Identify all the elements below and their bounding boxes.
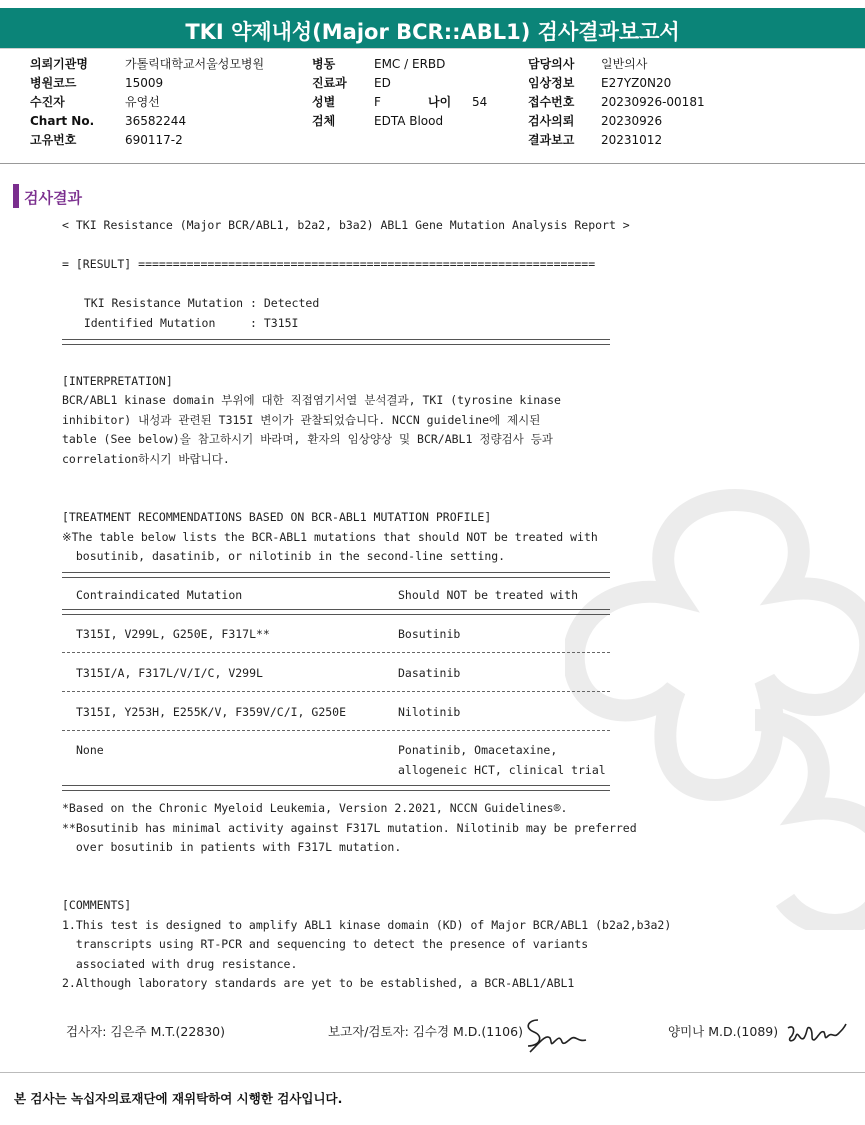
header-col-1 — [30, 55, 264, 150]
value-report-date: 20231012 — [601, 133, 663, 147]
double-rule — [62, 339, 610, 345]
value-requesting-institution: 가톨릭대학교서울성모병원 — [125, 57, 265, 71]
table-header-mutation: Contraindicated Mutation — [76, 588, 243, 602]
report-title-bar — [0, 8, 865, 48]
single-rule — [62, 652, 610, 653]
table-cell-drug: Bosutinib — [398, 627, 461, 641]
double-rule — [62, 609, 610, 615]
double-rule — [62, 785, 610, 791]
value-unique-id: 690117-2 — [125, 133, 183, 147]
treatment-label: [TREATMENT RECOMMENDATIONS BASED ON BCR-ABL1 MUTATION PROFILE] — [62, 510, 492, 524]
header-bottom-rule — [0, 163, 865, 164]
treatment-note: ※The table below lists the BCR-ABL1 mutations that should NOT be treated with — [62, 530, 598, 544]
double-rule — [62, 572, 610, 578]
table-cell-mutation: None — [76, 743, 104, 757]
interpretation-line: inhibitor) 내성과 관련된 T315I 변이가 관찰되었습니다. NCCN guideline에 제시된 — [62, 413, 541, 427]
value-sex: F — [374, 95, 381, 109]
label-clinical-info: 임상정보 — [528, 76, 575, 90]
table-cell-mutation: T315I, Y253H, E255K/V, F359V/C/I, G250E — [76, 705, 347, 719]
interpretation-label: [INTERPRETATION] — [62, 374, 173, 388]
label-receipt-no: 접수번호 — [528, 95, 575, 109]
comment-line: 1.This test is designed to amplify ABL1 kinase domain (KD) of Major BCR/ABL1 (b2a2,b3a2) — [62, 918, 672, 932]
tester-signature-label: 검사자: 김은주 M.T.(22830) — [66, 1024, 226, 1039]
interpretation-line: table (See below)을 참고하시기 바라며, 환자의 임상양상 및 BCR/ABL1 정량검사 등과 — [62, 432, 553, 446]
label-chart-no: Chart No. — [30, 114, 95, 128]
treatment-note: bosutinib, dasatinib, or nilotinib in the second-line setting. — [62, 549, 506, 563]
label-requesting-institution: 의뢰기관명 — [30, 57, 88, 71]
watermark-cross-logo — [565, 470, 865, 930]
value-chart-no: 36582244 — [125, 114, 187, 128]
result-line-mutation: Identified Mutation : T315I — [70, 316, 299, 330]
value-patient: 유영선 — [125, 95, 160, 109]
label-specimen: 검체 — [312, 114, 336, 128]
value-hospital-code: 15009 — [125, 76, 164, 90]
interpretation-line: BCR/ABL1 kinase domain 부위에 대한 직접염기서열 분석결과, TKI (tyrosine kinase — [62, 393, 561, 407]
header-col-3 — [528, 55, 705, 150]
footer-rule — [0, 1072, 865, 1073]
result-label: = [RESULT] ================================================================== — [62, 257, 596, 271]
value-clinical-info: E27YZ0N20 — [601, 76, 672, 90]
footnote: **Bosutinib has minimal activity against F317L mutation. Nilotinib may be preferred — [62, 821, 637, 835]
label-department: 진료과 — [312, 76, 347, 90]
reviewer-handwritten-signature — [520, 1012, 592, 1058]
header-top-rule — [0, 48, 865, 49]
reviewer-signature-label: 보고자/검토자: 김수경 M.D.(1106) — [328, 1024, 523, 1039]
value-physician: 일반의사 — [601, 57, 648, 71]
table-cell-mutation: T315I/A, F317L/V/I/C, V299L — [76, 666, 263, 680]
table-header-treatment: Should NOT be treated with — [398, 588, 579, 602]
report-heading: < TKI Resistance (Major BCR/ABL1, b2a2, b3a2) ABL1 Gene Mutation Analysis Report > — [62, 218, 630, 232]
doctor-handwritten-signature — [784, 1018, 850, 1052]
footer-note: 본 검사는 녹십자의료재단에 재위탁하여 시행한 검사입니다. — [14, 1091, 343, 1106]
comment-line: 2.Although laboratory standards are yet to be established, a BCR-ABL1/ABL1 — [62, 976, 575, 990]
report-title: TKI 약제내성(Major BCR::ABL1) 검사결과보고서 — [185, 20, 680, 44]
label-unique-id: 고유번호 — [30, 133, 77, 147]
table-cell-drug: Nilotinib — [398, 705, 461, 719]
comment-line: associated with drug resistance. — [62, 957, 298, 971]
comment-line: transcripts using RT-PCR and sequencing to detect the presence of variants — [62, 937, 589, 951]
value-department: ED — [374, 76, 391, 90]
single-rule — [62, 730, 610, 731]
table-cell-drug: Dasatinib — [398, 666, 461, 680]
section-marker — [13, 184, 19, 208]
header-col-2 — [312, 55, 487, 131]
label-physician: 담당의사 — [528, 57, 575, 71]
value-specimen: EDTA Blood — [374, 114, 444, 128]
table-cell-drug: Ponatinib, Omacetaxine, — [398, 743, 558, 757]
label-hospital-code: 병원코드 — [30, 76, 77, 90]
value-request-date: 20230926 — [601, 114, 663, 128]
label-age: 나이 — [428, 95, 452, 109]
result-line-status: TKI Resistance Mutation : Detected — [70, 296, 320, 310]
interpretation-line: correlation하시기 바랍니다. — [62, 452, 230, 466]
value-age: 54 — [472, 95, 488, 109]
label-report-date: 결과보고 — [528, 133, 575, 147]
footnote: over bosutinib in patients with F317L mutation. — [62, 840, 402, 854]
label-patient: 수진자 — [30, 95, 65, 109]
table-cell-drug: allogeneic HCT, clinical trial — [398, 763, 606, 777]
doctor-signature-label: 양미나 M.D.(1089) — [668, 1024, 779, 1039]
footnote: *Based on the Chronic Myeloid Leukemia, Version 2.2021, NCCN Guidelines®. — [62, 801, 568, 815]
single-rule — [62, 691, 610, 692]
label-request-date: 검사의뢰 — [528, 114, 575, 128]
table-cell-mutation: T315I, V299L, G250E, F317L** — [76, 627, 270, 641]
label-sex: 성별 — [312, 95, 336, 109]
label-ward: 병동 — [312, 57, 336, 71]
value-ward: EMC / ERBD — [374, 57, 446, 71]
comments-label: [COMMENTS] — [62, 898, 132, 912]
value-receipt-no: 20230926-00181 — [601, 95, 705, 109]
section-title: 검사결과 — [24, 189, 82, 207]
